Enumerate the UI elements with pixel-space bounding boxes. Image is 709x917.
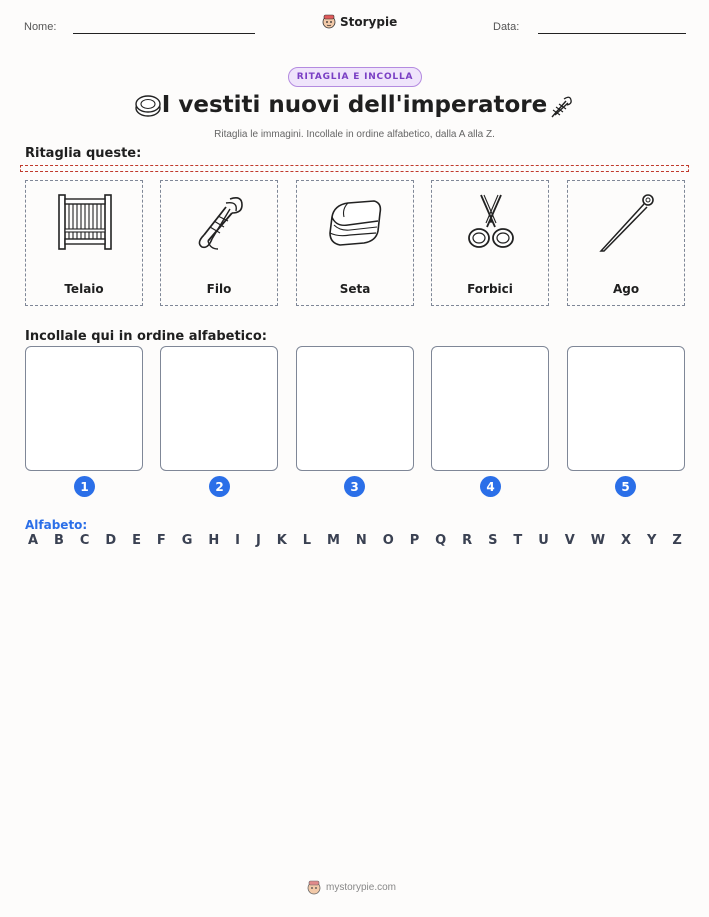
storypie-mascot-icon: [307, 880, 321, 895]
alphabet-letter: I: [235, 533, 241, 548]
slot-number-3: 3: [344, 476, 365, 497]
alphabet-letter: Q: [435, 533, 447, 548]
alphabet-letter: C: [79, 533, 90, 548]
worksheet-header: [0, 0, 709, 50]
card-seta[interactable]: [296, 180, 414, 306]
alphabet-letter: T: [513, 533, 523, 548]
thread-skein-icon: [546, 93, 574, 121]
card-forbici[interactable]: [431, 180, 549, 306]
alphabet-letter: Y: [646, 533, 657, 548]
instructions: Ritaglia le immagini. Incollale in ordine alfabetico, dalla A alla Z.: [214, 129, 495, 140]
paste-slot-2[interactable]: [160, 346, 278, 471]
cut-line: [20, 165, 689, 172]
paste-slot-3[interactable]: [296, 346, 414, 471]
alphabet-letter: R: [462, 533, 473, 548]
card-label: Ago: [612, 282, 640, 296]
alphabet-letter: K: [276, 533, 287, 548]
page-title: I vestiti nuovi dell'imperatore: [161, 92, 548, 118]
storypie-mascot-icon: [322, 14, 336, 29]
card-label: Filo: [206, 282, 232, 296]
alphabet-letter: U: [538, 533, 549, 548]
alphabet-letter: N: [355, 533, 367, 548]
brand-name: Storypie: [340, 14, 398, 29]
activity-badge: RITAGLIA E INCOLLA: [288, 67, 422, 87]
scissors-icon: [461, 191, 521, 253]
brand-logo: [322, 14, 397, 29]
cut-heading: Ritaglia queste:: [25, 146, 142, 161]
paste-slot-5[interactable]: [567, 346, 685, 471]
slot-number-2: 2: [209, 476, 230, 497]
alphabet-letter: J: [255, 533, 261, 548]
card-ago[interactable]: [567, 180, 685, 306]
slot-number-4: 4: [480, 476, 501, 497]
alphabet-letter: H: [208, 533, 220, 548]
alphabet-letter: O: [382, 533, 394, 548]
alphabet-letter: A: [28, 533, 39, 548]
date-label: Data:: [493, 21, 520, 33]
alphabet-letter: E: [132, 533, 141, 548]
alphabet-letter: X: [621, 533, 632, 548]
card-label: Telaio: [64, 282, 104, 296]
name-label: Nome:: [24, 21, 57, 33]
card-label: Forbici: [467, 282, 513, 296]
alphabet-letter: V: [564, 533, 575, 548]
alphabet-heading: Alfabeto:: [25, 518, 88, 532]
needle-icon: [597, 191, 657, 255]
alphabet-letter: B: [54, 533, 64, 548]
slot-number-5: 5: [615, 476, 636, 497]
alphabet-letter: P: [409, 533, 420, 548]
alphabet-letter: D: [105, 533, 117, 548]
date-line: [538, 33, 686, 34]
alphabet-letter: Z: [672, 533, 682, 548]
footer: [307, 880, 396, 895]
alphabet-letter: F: [156, 533, 166, 548]
footer-url[interactable]: mystorypie.com: [326, 882, 397, 893]
card-telaio[interactable]: [25, 180, 143, 306]
alphabet-letter: W: [590, 533, 606, 548]
alphabet-row: [28, 533, 682, 548]
card-filo[interactable]: [160, 180, 278, 306]
alphabet-letter: L: [302, 533, 312, 548]
thread-icon: [190, 191, 250, 253]
silk-icon: [326, 191, 386, 251]
paste-slot-4[interactable]: [431, 346, 549, 471]
loom-icon: [55, 191, 115, 251]
title-row: [0, 92, 709, 124]
card-label: Seta: [339, 282, 371, 296]
paste-slot-1[interactable]: [25, 346, 143, 471]
paste-heading: Incollale qui in ordine alfabetico:: [25, 329, 267, 344]
slot-number-1: 1: [74, 476, 95, 497]
alphabet-letter: S: [488, 533, 498, 548]
name-line: [73, 33, 255, 34]
alphabet-letter: G: [181, 533, 193, 548]
alphabet-letter: M: [326, 533, 340, 548]
